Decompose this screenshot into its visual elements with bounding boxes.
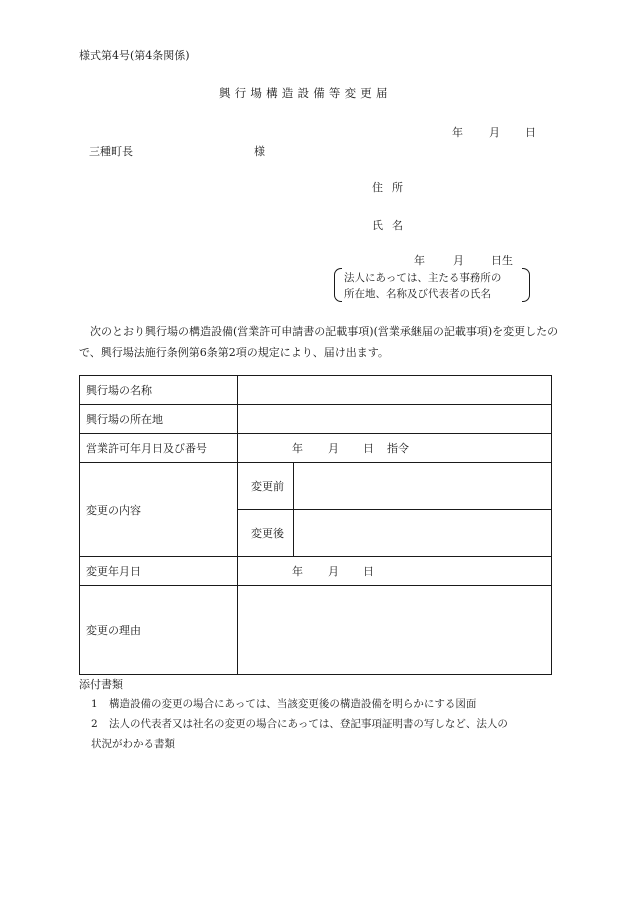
body-text-content: 次のとおり興行場の構造設備(営業許可申請書の記載事項)(営業承継届の記載事項)を変更したので、興行場法施行条例第6条第2項の規定により、届け出ます。 bbox=[79, 325, 559, 359]
change-day: 日 bbox=[363, 565, 374, 578]
change-date-field[interactable] bbox=[238, 557, 552, 586]
attachment-item-continued: 状況がわかる書類 bbox=[91, 738, 175, 750]
form-number: 様式第4号(第4条関係) bbox=[79, 49, 190, 62]
corporation-note-line-2: 所在地、名称及び代表者の氏名 bbox=[344, 288, 491, 300]
left-bracket bbox=[334, 268, 342, 302]
corporation-note bbox=[334, 268, 530, 302]
change-reason-label: 変更の理由 bbox=[80, 586, 238, 675]
body-text bbox=[79, 321, 559, 363]
date-day: 日 bbox=[525, 126, 536, 139]
date-month: 月 bbox=[489, 126, 500, 139]
before-label: 変更前 bbox=[238, 463, 294, 510]
corporation-note-text bbox=[344, 270, 501, 302]
birth-day: 日生 bbox=[491, 254, 513, 267]
facility-name-label: 興行場の名称 bbox=[80, 376, 238, 405]
before-field[interactable] bbox=[294, 463, 552, 510]
addressee-name: 三種町長 bbox=[89, 145, 133, 158]
permit-year: 年 bbox=[292, 442, 303, 455]
change-year: 年 bbox=[292, 565, 303, 578]
attachment-item bbox=[91, 694, 476, 714]
attachment-number: 1 bbox=[91, 698, 98, 710]
after-field[interactable] bbox=[294, 510, 552, 557]
birth-month: 月 bbox=[453, 254, 464, 267]
facility-location-field[interactable] bbox=[238, 405, 552, 434]
attachment-text: 法人の代表者又は社名の変更の場合にあっては、登記事項証明書の写しなど、法人の bbox=[109, 718, 508, 730]
form-table bbox=[79, 375, 552, 675]
attachment-number: 2 bbox=[91, 718, 98, 730]
change-reason-field[interactable] bbox=[238, 586, 552, 675]
corporation-note-line-1: 法人にあっては、主たる事務所の bbox=[344, 272, 502, 284]
facility-location-label: 興行場の所在地 bbox=[80, 405, 238, 434]
change-content-label: 変更の内容 bbox=[80, 463, 238, 557]
address-label: 住所 bbox=[372, 181, 412, 194]
permit-field[interactable] bbox=[238, 434, 552, 463]
facility-name-field[interactable] bbox=[238, 376, 552, 405]
permit-order: 指令 bbox=[387, 442, 409, 455]
addressee-honorific: 様 bbox=[254, 145, 265, 158]
change-month: 月 bbox=[328, 565, 339, 578]
change-date-label: 変更年月日 bbox=[80, 557, 238, 586]
permit-label: 営業許可年月日及び番号 bbox=[80, 434, 238, 463]
date-year: 年 bbox=[452, 126, 463, 139]
after-label: 変更後 bbox=[238, 510, 294, 557]
attachment-text: 構造設備の変更の場合にあっては、当該変更後の構造設備を明らかにする図面 bbox=[109, 698, 477, 710]
attachments-title: 添付書類 bbox=[79, 678, 123, 691]
birth-year: 年 bbox=[414, 254, 425, 267]
right-bracket bbox=[522, 268, 530, 302]
permit-month: 月 bbox=[328, 442, 339, 455]
attachment-item bbox=[91, 714, 508, 734]
permit-day: 日 bbox=[363, 442, 374, 455]
page-title: 興行場構造設備等変更届 bbox=[219, 86, 392, 100]
name-label: 氏名 bbox=[372, 219, 412, 232]
